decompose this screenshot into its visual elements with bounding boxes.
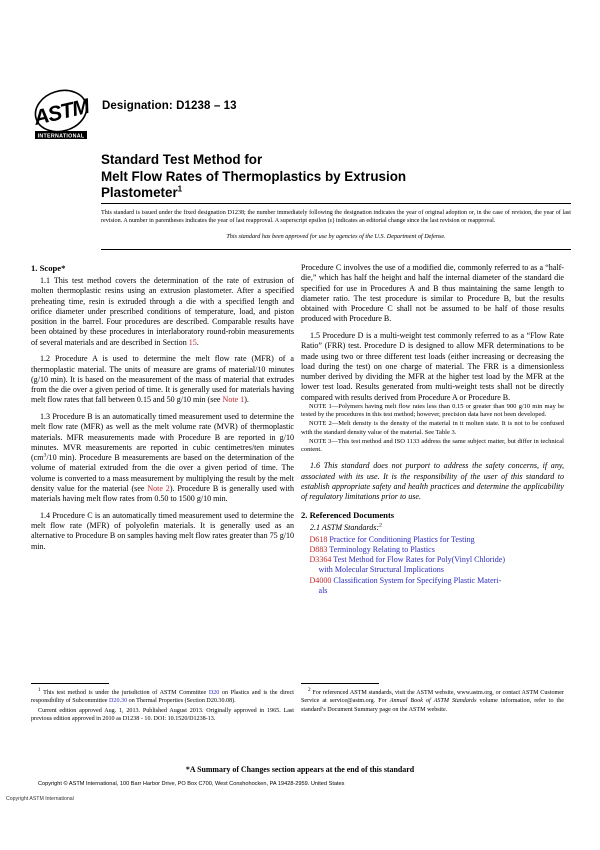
note-1-text: Polymers having melt flow rates less than 0.15 or greater than 900 g/10 min may be tested by the procedures in this test method; however, precision data have not been developed. [301, 402, 564, 419]
standard-title[interactable]: Test Method for Flow Rates for Poly(Vinyl Chloride) [333, 555, 506, 565]
footnote-2-italic-title: Annual Book of ASTM Standards [389, 698, 477, 705]
xref-subcommittee-d2030[interactable]: D20.30 [109, 698, 128, 705]
standard-title[interactable]: Classification System for Specifying Plastic Materi- [333, 575, 502, 585]
paragraph-1-2-end: ). [244, 395, 249, 405]
list-item[interactable] [301, 535, 564, 545]
footnote-1-text-b: on Plastics and is the direct responsibility of Subcommittee [31, 690, 294, 705]
footnote-2-text-a: For referenced ASTM standards, visit the ASTM website, www.astm.org, or contact ASTM Customer Service at service@astm.org. For [301, 690, 564, 705]
paragraph-1-2-text: 1.2 Procedure A is used to determine the melt flow rate (MFR) of a thermoplastic material. The units of measure are grams of material/10 minutes (g/10 min). It is based on the measurement of the mass of material that extrudes from the die over a given period of time. It is generally used for materials having melt flow rates that fall between 0.15 and 50 g/10 min (see [31, 354, 294, 405]
standard-code[interactable]: D618 [309, 534, 328, 544]
list-item[interactable] [301, 555, 564, 576]
svg-text:ASTM: ASTM [31, 95, 91, 130]
note-1-label: NOTE 1— [309, 402, 339, 410]
copyright-watermark: Copyright ASTM International [6, 796, 74, 802]
summary-of-changes-note: *A Summary of Changes section appears at the end of this standard [185, 765, 415, 774]
paragraph-1-1 [31, 276, 294, 348]
paragraph-1-3-text-c: ). Procedure B is generally used with materials having melt flow rates from 0.50 to 1500 g/10 min. [31, 483, 294, 503]
rule-above-issue-note [101, 203, 571, 204]
xref-section-15[interactable]: 15 [188, 337, 197, 347]
issue-note [101, 209, 571, 241]
section-heading-scope: 1. Scope* [31, 263, 66, 273]
standard-title[interactable]: Practice for Conditioning Plastics for Testing [329, 534, 475, 544]
issue-note-body: This standard is issued under the fixed designation D1238; the number immediately following the designation indicates the year of original adoption or, in the case of revision, the year of last revision. A number in parentheses indicates the year of last reapproval. A superscript epsilon (ε) indicates an editorial change since the last revision or reapproval. [101, 210, 571, 225]
list-item[interactable] [301, 576, 564, 597]
title-line-3 [101, 185, 571, 202]
footnote-rule-right [301, 683, 379, 684]
title-line-3-text: Plastometer [101, 185, 178, 201]
referenced-standards-list [301, 535, 564, 597]
note-2 [301, 420, 564, 437]
dod-approval-note: This standard has been approved for use by agencies of the U.S. Department of Defense. [226, 232, 446, 240]
title-footnote-marker: 1 [177, 184, 183, 194]
subsection-2-1-label: 2.1 ASTM Standards: [310, 523, 380, 533]
footnote-1-text-c: on Thermal Properties (Section D20.30.08). [127, 698, 236, 705]
astm-logo-subtext: INTERNATIONAL [37, 133, 85, 140]
paragraph-1-2 [31, 354, 294, 405]
astm-logo-graphic [30, 88, 92, 142]
page-title [101, 152, 571, 202]
copyright-line: Copyright © ASTM International, 100 Barr Harbor Drive, PO Box C700, West Conshohocken, PA 19428-2959. United States [38, 781, 345, 787]
xref-note-2[interactable]: Note 2 [147, 483, 170, 493]
subsection-2-1-footnote-marker: 2 [379, 522, 382, 529]
note-3 [301, 438, 564, 455]
title-line-1: Standard Test Method for [101, 152, 263, 167]
designation-label: Designation: D1238 – 13 [102, 100, 237, 112]
footnote-2-text-b: volume information, refer to the standard’s Document Summary page on the ASTM website. [301, 698, 564, 713]
standard-code[interactable]: D4000 [309, 575, 332, 585]
note-3-text: This test method and ISO 1133 address the same subject matter, but differ in technical content. [301, 437, 564, 454]
subsection-2-1 [301, 523, 564, 533]
astm-logo [30, 88, 92, 142]
section-heading-referenced-documents: 2. Referenced Documents [301, 510, 395, 521]
xref-note-1[interactable]: Note 1 [222, 395, 245, 405]
footnote-1-text-a: This test method is under the jurisdiction of ASTM Committee [40, 690, 209, 696]
rule-below-issue-note [101, 249, 571, 250]
footnote-2-marker: 2 [308, 686, 311, 693]
paragraph-1-1-text: 1.1 This test method covers the determination of the rate of extrusion of molten thermoplastic resins using an extrusion plastometer. After a specified preheating time, resin is extruded through a die with a specified length and orifice diameter under prescribed conditions of temperature, load, and piston position in the barrel. Four procedures are described. Comparable results have been obtained by these procedures in interlaboratory round-robin measurements of several materials and are described in Section [31, 276, 294, 347]
footnote-rule-left [31, 683, 109, 684]
paragraph-1-4-continued: Procedure C involves the use of a modified die, commonly referred to as a “half-die,” which has half the height and half the internal diameter of the standard die specified for use in Procedures A and B thus maintaining the same length to diameter ratio. The test procedure is similar to Procedure B, but the results obtained with Procedure C shall not be assumed to be half of those results produced with Procedure B. [301, 263, 564, 324]
title-line-2: Melt Flow Rates of Thermoplastics by Extrusion [101, 168, 407, 184]
paragraph-1-4: 1.4 Procedure C is an automatically timed measurement used to determine the melt flow rate (MFR) of polyolefin materials. It is generally used as an alternative to Procedure B on samples having melt flow rates greater than 75 g/10 min. [31, 510, 295, 551]
superscript-3: 3 [43, 452, 47, 459]
paragraph-1-1-end: . [196, 337, 199, 347]
footnote-edition-info: Current edition approved Aug. 1, 2013. Published August 2013. Originally approved in 1965. Last previous edition approved in 2010 as D1238 - 10. DOI: 10.1520/D1238-13. [31, 708, 294, 723]
standard-code[interactable]: D883 [309, 544, 328, 554]
column-left [31, 263, 294, 552]
footnote-1-marker: 1 [38, 686, 41, 693]
note-3-label: NOTE 3— [309, 437, 338, 445]
list-item[interactable] [301, 545, 564, 555]
note-2-label: NOTE 2— [309, 420, 339, 428]
standard-title-continued[interactable]: als [318, 585, 328, 595]
paragraph-1-3-text-a: 1.3 Procedure B is an automatically timed measurement used to determine the melt flow rate (MFR) as well as the melt volume rate (MVR) of thermoplastic materials. MFR measurements made with Procedure B are reported in g/10 minutes. MVR measurements are reported in cubic centimetres/ten minutes (cm [31, 412, 294, 462]
standard-title[interactable]: Terminology Relating to Plastics [329, 544, 435, 554]
paragraph-1-6: 1.6 This standard does not purport to address the safety concerns, if any, associated with its use. It is the responsibility of the user of this standard to establish appropriate safety and health practices and determine the applicability of regulatory limitations prior to use. [301, 461, 564, 501]
paragraph-1-3 [31, 412, 294, 504]
standard-code[interactable]: D3364 [309, 555, 332, 565]
note-2-text: Melt density is the density of the material in it molten state. It is not to be confused with the standard density value of the material. See Table 3. [301, 420, 564, 436]
footnote-1 [31, 686, 294, 706]
column-right [301, 263, 564, 596]
paragraph-1-5: 1.5 Procedure D is a multi-weight test commonly referred to as a “Flow Rate Ratio” (FRR) test. Procedure D is designed to allow MFR determinations to be made using two or three different test loads (either increasing or decreasing the load during the test) on one charge of material. The FRR is a dimensionless number derived by dividing the MFR at the higher test load by the MFR at the lower test load. Results generated from multi-weight tests shall not be directly compared with results derived from Procedure A or Procedure B. [301, 331, 564, 402]
note-1 [301, 403, 564, 420]
paragraph-1-3-text-b: /10 min). Procedure B measurements are based on the determination of the volume of material extruded from the die over a given period of time. The volume is converted to a mass measurement by multiplying the result by the melt density value for the material (see [31, 453, 294, 493]
footnotes-right [301, 686, 564, 714]
standard-title-continued[interactable]: with Molecular Structural Implications [318, 565, 444, 575]
footnote-2 [301, 686, 564, 714]
footnotes-left [31, 686, 294, 724]
xref-committee-d20[interactable]: D20 [208, 690, 220, 696]
masthead [30, 88, 570, 146]
